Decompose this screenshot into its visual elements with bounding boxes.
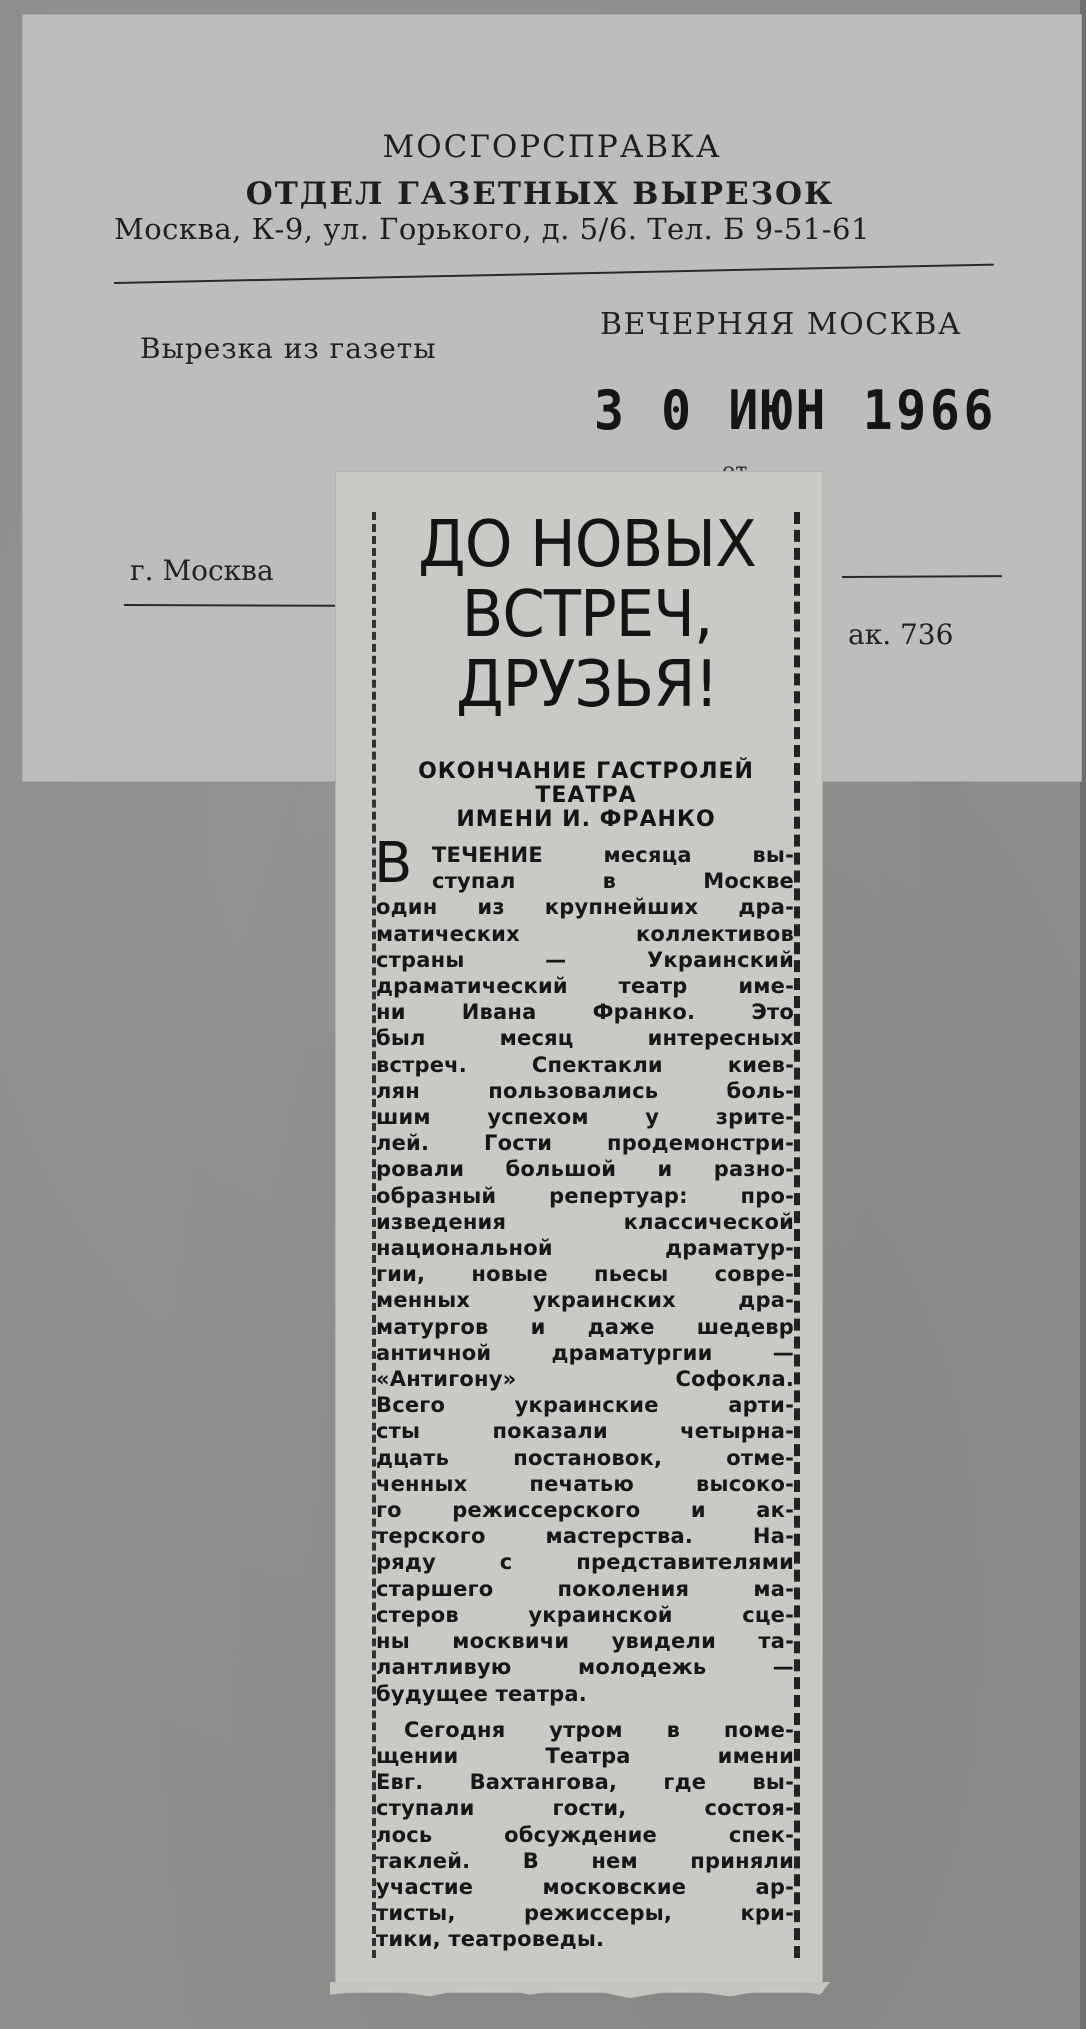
newspaper-name: ВЕЧЕРНЯЯ МОСКВА [600, 307, 963, 342]
article-line: лей. Гости продемонстри- [376, 1131, 794, 1156]
article-line: античной драматургии — [376, 1340, 794, 1365]
article-line: был месяц интересных [376, 1026, 794, 1051]
article-line: встреч. Спектакли киев- [376, 1052, 794, 1077]
article-line: ни Ивана Франко. Это [376, 1000, 794, 1025]
article-line: страны — Украинский [376, 947, 794, 972]
article-line: терского мастерства. На- [376, 1524, 794, 1549]
article-line: лось обсуждение спек- [376, 1822, 794, 1847]
order-number: ак. 736 [848, 618, 954, 651]
headline-line: ДО НОВЫХ [418, 508, 756, 582]
paragraph-gap [376, 1707, 794, 1717]
article-line: ряду с представителями [376, 1550, 794, 1575]
article-line: ТЕЧЕНИЕ месяца вы- [432, 843, 794, 867]
article-body [374, 831, 794, 1953]
article-line: образный репертуар: про- [376, 1183, 794, 1208]
article-line: менных украинских дра- [376, 1288, 794, 1313]
article-line: сты показали четырна- [376, 1419, 794, 1444]
subhead-line: ОКОНЧАНИЕ ГАСТРОЛЕЙ [418, 759, 754, 784]
article-line: дцать постановок, отме- [376, 1445, 794, 1470]
article-line: будущее театра. [376, 1681, 587, 1706]
subhead-line: ИМЕНИ И. ФРАНКО [456, 807, 716, 832]
divider-line [114, 264, 994, 284]
org-address: Москва, К-9, ул. Горького, д. 5/6. Тел. Б 9-51-61 [114, 212, 870, 246]
article-line: тисты, режиссеры, кри- [376, 1901, 794, 1926]
article-line: драматический театр име- [376, 974, 794, 999]
newspaper-clipping [336, 472, 822, 1992]
clip-label: Вырезка из газеты [140, 332, 437, 365]
subheadline [376, 760, 796, 832]
article-line: изведения классической [376, 1209, 794, 1234]
article-line: участие московские ар- [376, 1874, 794, 1899]
article-line: стеров украинской сце- [376, 1602, 794, 1627]
article-line: шим успехом у зрите- [376, 1105, 794, 1130]
article-line: лян пользовались боль- [376, 1078, 794, 1103]
date-stamp: 3 0 ИЮН 1966 [594, 379, 998, 442]
article-line: национальной драматур- [376, 1236, 794, 1261]
city-label: г. Москва [130, 554, 274, 587]
article-line: один из крупнейших дра- [376, 895, 794, 920]
subhead-line: ТЕАТРА [535, 783, 637, 808]
article-line: матических коллективов [376, 921, 794, 946]
article-line: ны москвичи увидели та- [376, 1629, 794, 1654]
field-underline [842, 575, 1002, 578]
article-line: таклей. В нем приняли [376, 1848, 794, 1873]
org-department: ОТДЕЛ ГАЗЕТНЫХ ВЫРЕЗОК [245, 176, 835, 212]
headline-line: ДРУЗЬЯ! [456, 648, 718, 722]
headline [383, 510, 792, 720]
article-line: го режиссерского и ак- [376, 1498, 794, 1523]
article-line: «Антигону» Софокла. [376, 1367, 794, 1392]
article-line: Сегодня утром в поме- [404, 1717, 794, 1742]
org-name: МОСГОРСПРАВКА [382, 129, 722, 165]
article-line: ступал в Москве [432, 869, 794, 894]
article-line: гии, новые пьесы совре- [376, 1262, 794, 1287]
article-line: ченных печатью высоко- [376, 1471, 794, 1496]
article-line: щении Театра имени [376, 1743, 794, 1768]
article-line: Евг. Вахтангова, где вы- [376, 1770, 794, 1795]
headline-line: ВСТРЕЧ, [461, 578, 713, 652]
article-line: тики, театроведы. [376, 1927, 605, 1952]
article-line: матургов и даже шедевр [376, 1314, 794, 1339]
drop-cap: В [374, 831, 413, 896]
article-line: лантливую молодежь — [376, 1655, 794, 1680]
article-line: ровали большой и разно- [376, 1157, 794, 1182]
article-line: старшего поколения ма- [376, 1576, 794, 1601]
article-line: ступали гости, состоя- [376, 1796, 794, 1821]
article-line: Всего украинские арти- [376, 1393, 794, 1418]
